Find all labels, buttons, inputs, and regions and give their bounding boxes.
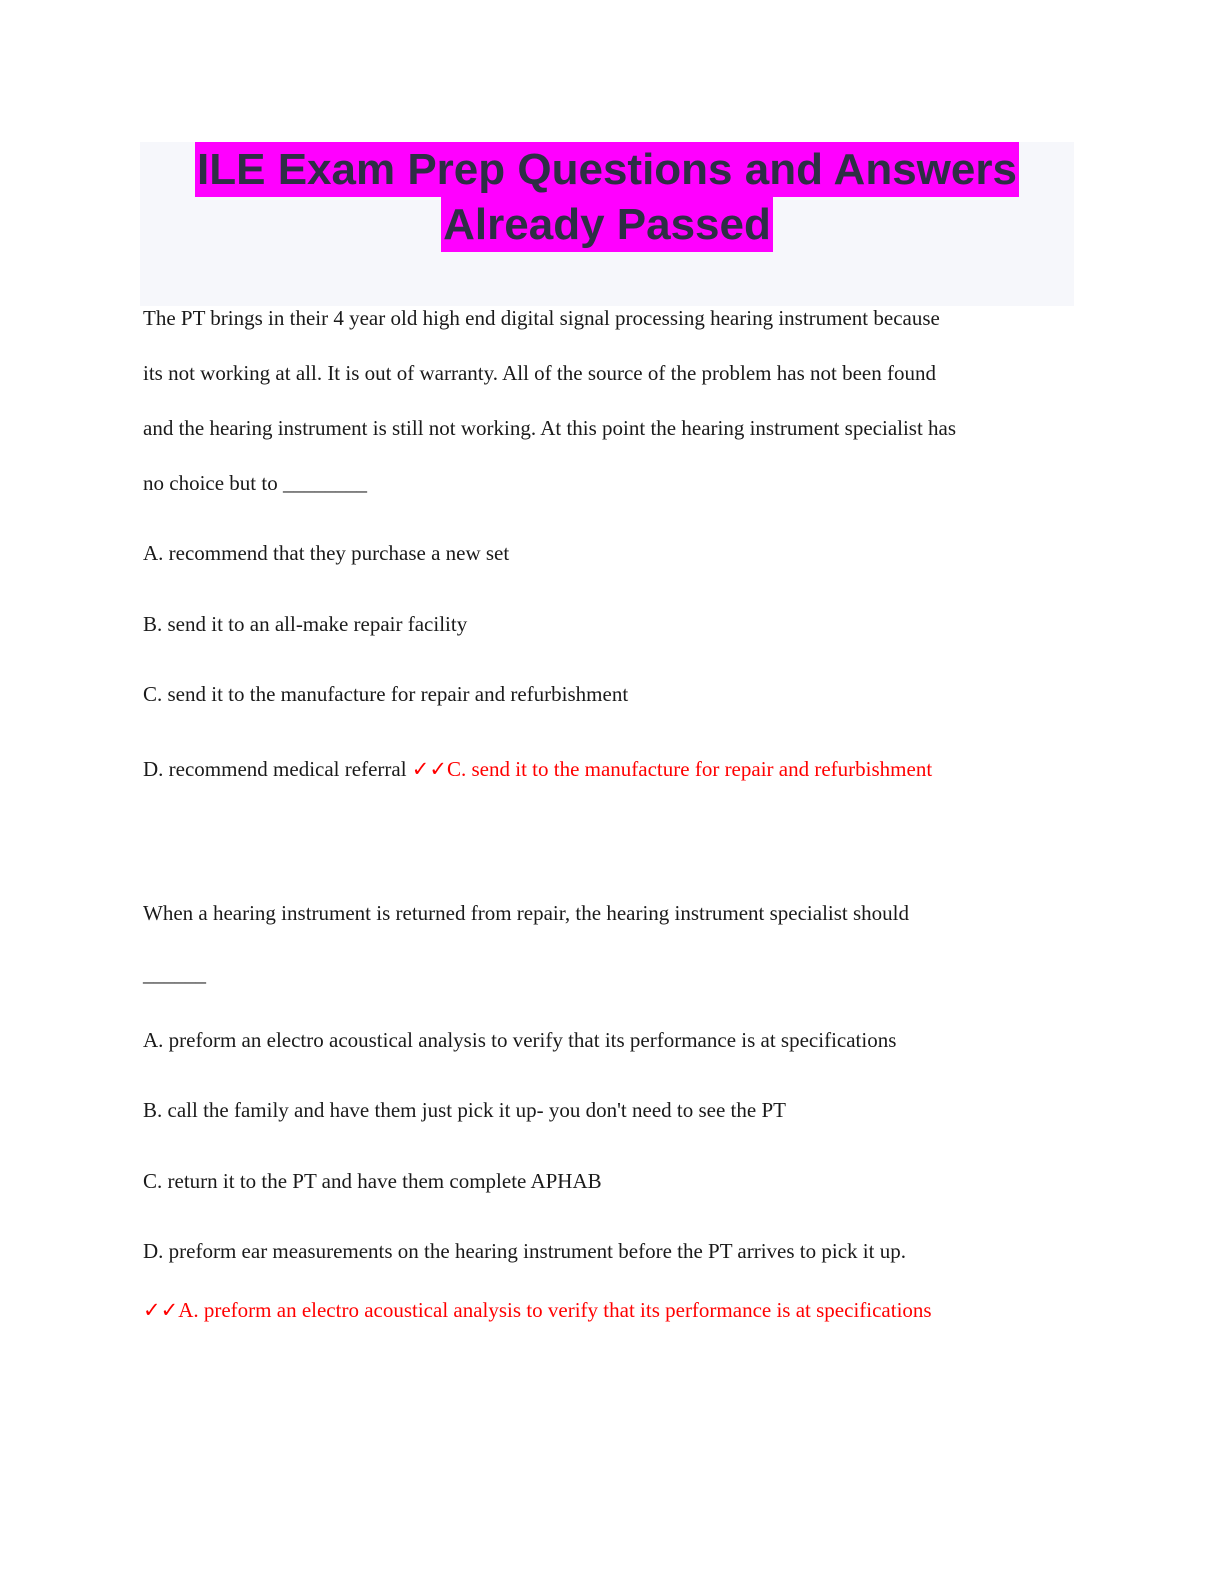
q1-stem-line-1: The PT brings in their 4 year old high end digital signal processing hearing instrument because: [143, 306, 940, 330]
q1-option-c: C. send it to the manufacture for repair and refurbishment: [143, 682, 629, 706]
q1-option-a: A. recommend that they purchase a new set: [143, 541, 510, 565]
q1-stem-line-3: and the hearing instrument is still not working. At this point the hearing instrument specialist has: [143, 416, 957, 440]
q1-option-d-row: [143, 757, 932, 782]
q2-option-b: B. call the family and have them just pick it up- you don't need to see the PT: [143, 1098, 786, 1122]
q2-option-d: D. preform ear measurements on the hearing instrument before the PT arrives to pick it up.: [143, 1239, 906, 1263]
q1-correct-answer: C. send it to the manufacture for repair and refurbishment: [446, 757, 933, 781]
q2-option-c: C. return it to the PT and have them complete APHAB: [143, 1169, 602, 1193]
q1-option-d: D. recommend medical referral: [143, 757, 412, 781]
q1-stem-line-2: its not working at all. It is out of warranty. All of the source of the problem has not been found: [143, 361, 936, 385]
q2-stem-line-2: ______: [143, 962, 206, 986]
title-block: [140, 142, 1074, 306]
q1-option-b: B. send it to an all-make repair facility: [143, 612, 468, 636]
document-title-line-2: Already Passed: [441, 197, 773, 252]
q1-checkmark-icon: ✓✓: [411, 757, 447, 781]
document-title-line-1: ILE Exam Prep Questions and Answers: [195, 142, 1019, 197]
q2-option-a: A. preform an electro acoustical analysis to verify that its performance is at specifications: [143, 1028, 897, 1052]
q2-checkmark-icon: ✓✓: [143, 1298, 179, 1322]
q2-answer-row: [143, 1298, 932, 1323]
q2-stem-line-1: When a hearing instrument is returned from repair, the hearing instrument specialist should: [143, 901, 910, 925]
q1-stem-line-4: no choice but to ________: [143, 471, 367, 495]
q2-correct-answer: A. preform an electro acoustical analysis to verify that its performance is at specifications: [178, 1298, 932, 1322]
